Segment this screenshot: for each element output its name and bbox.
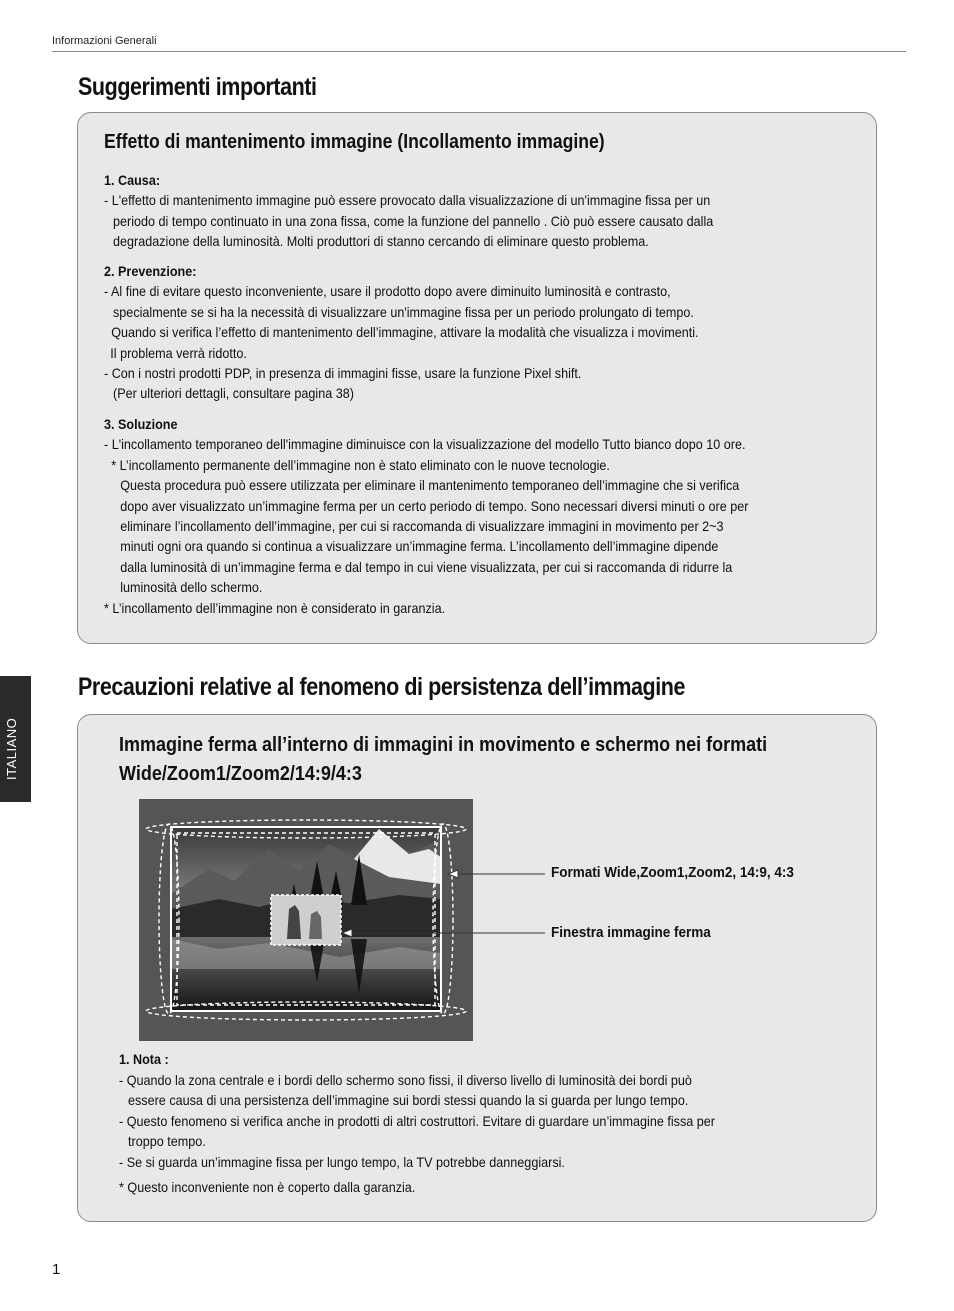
window-arrow-icon (342, 929, 352, 937)
soluzione-line: - L'incollamento temporaneo dell'immagine diminuisce con la visualizzazione del modello Tutto bianco dopo 10 ore. (104, 436, 746, 453)
header-rule (52, 51, 906, 52)
prevenzione-line: specialmente se si ha la necessità di visualizzare un'immagine fissa per un periodo prolungato di tempo. (113, 303, 694, 320)
window-callout-line (340, 926, 450, 946)
soluzione-line: minuti ogni ora quando si continua a visualizzare un’immagine ferma. L’incollamento dell’immagine dipende (120, 538, 719, 555)
language-tab-label: ITALIANO (4, 717, 19, 780)
prevenzione-block (104, 261, 699, 404)
section1-box (77, 112, 877, 644)
section1-title: Suggerimenti importanti (78, 73, 317, 101)
callout-formats-label: Formati Wide,Zoom1,Zoom2, 14:9, 4:3 (551, 864, 794, 881)
soluzione-line: dopo aver visualizzato un’immagine ferma per un certo periodo di tempo. Sono necessari diversi minuti o ore per (120, 497, 749, 514)
causa-block (104, 170, 713, 252)
prevenzione-line: Quando si verifica l’effetto di mantenimento dell’immagine, attivare la modalità che visualizza i movimenti. (111, 324, 699, 341)
formats-arrow-icon (448, 870, 458, 878)
page-number: 1 (52, 1261, 61, 1278)
nota-line: - Quando la zona centrale e i bordi dello schermo sono fissi, il diverso livello di luminosità dei bordi può (119, 1071, 692, 1088)
section2-title: Precauzioni relative al fenomeno di persistenza dell’immagine (78, 673, 686, 701)
soluzione-line: * L’incollamento dell’immagine non è considerato in garanzia. (104, 599, 446, 616)
section2-box-title-line2: Wide/Zoom1/Zoom2/14:9/4:3 (119, 763, 362, 785)
causa-line: periodo di tempo continuato in una zona fissa, come la funzione del pannello . Ciò può essere causato dalla (113, 212, 714, 229)
causa-line: degradazione della luminosità. Molti produttori di stanno cercando di eliminare questo problema. (113, 233, 649, 250)
soluzione-line: luminosità dello schermo. (120, 579, 263, 596)
nota-footnote: * Questo inconveniente non è coperto dalla garanzia. (119, 1178, 416, 1195)
callout-window-label: Finestra immagine ferma (551, 924, 711, 941)
callout-lines (440, 860, 550, 940)
soluzione-line: * L’incollamento permanente dell’immagine non è stato eliminato con le nuove tecnologie. (111, 456, 610, 473)
section2-box-title-line1: Immagine ferma all’interno di immagini in movimento e schermo nei formati (119, 734, 768, 756)
section1-box-title: Effetto di mantenimento immagine (Incollamento immagine) (104, 131, 605, 153)
causa-line: - L'effetto di mantenimento immagine può essere provocato dalla visualizzazione di un'immagine fissa per un (104, 192, 711, 209)
prevenzione-line: (Per ulteriori dettagli, consultare pagina 38) (113, 385, 354, 402)
prevenzione-line: Il problema verrà ridotto. (110, 344, 247, 361)
nota-line: - Questo fenomeno si verifica anche in prodotti di altri costruttori. Evitare di guardare un’immagine fissa per (119, 1112, 715, 1129)
prevenzione-heading: 2. Prevenzione: (104, 263, 197, 279)
prevenzione-line: - Al fine di evitare questo inconveniente, usare il prodotto dopo avere diminuito luminosità e contrasto, (104, 283, 671, 300)
soluzione-block (104, 414, 748, 618)
header-label: Informazioni Generali (52, 35, 157, 47)
soluzione-line: eliminare l’incollamento dell’immagine, per cui si raccomanda di visualizzare immagini in movimento per 2~3 (120, 518, 724, 535)
soluzione-line: Questa procedura può essere utilizzata per eliminare il mantenimento temporaneo dell’immagine che si verifica (120, 477, 740, 494)
nota-block (119, 1049, 715, 1197)
nota-heading: 1. Nota : (119, 1051, 169, 1067)
causa-heading: 1. Causa: (104, 172, 161, 188)
nota-line: essere causa di una persistenza dell’immagine sui bordi stessi quando la si guarda per lungo tempo. (128, 1092, 689, 1109)
soluzione-line: dalla luminosità di un’immagine ferma e dal tempo in cui viene visualizzata, per cui si raccomanda di ridurre la (120, 558, 733, 575)
nota-line: - Se si guarda un’immagine fissa per lungo tempo, la TV potrebbe danneggiarsi. (119, 1153, 565, 1170)
still-image-window (271, 895, 341, 945)
nota-line: troppo tempo. (128, 1133, 206, 1150)
screen-formats-figure (139, 799, 473, 1041)
soluzione-heading: 3. Soluzione (104, 416, 178, 432)
prevenzione-line: - Con i nostri prodotti PDP, in presenza di immagini fisse, usare la funzione Pixel shift. (104, 365, 582, 382)
